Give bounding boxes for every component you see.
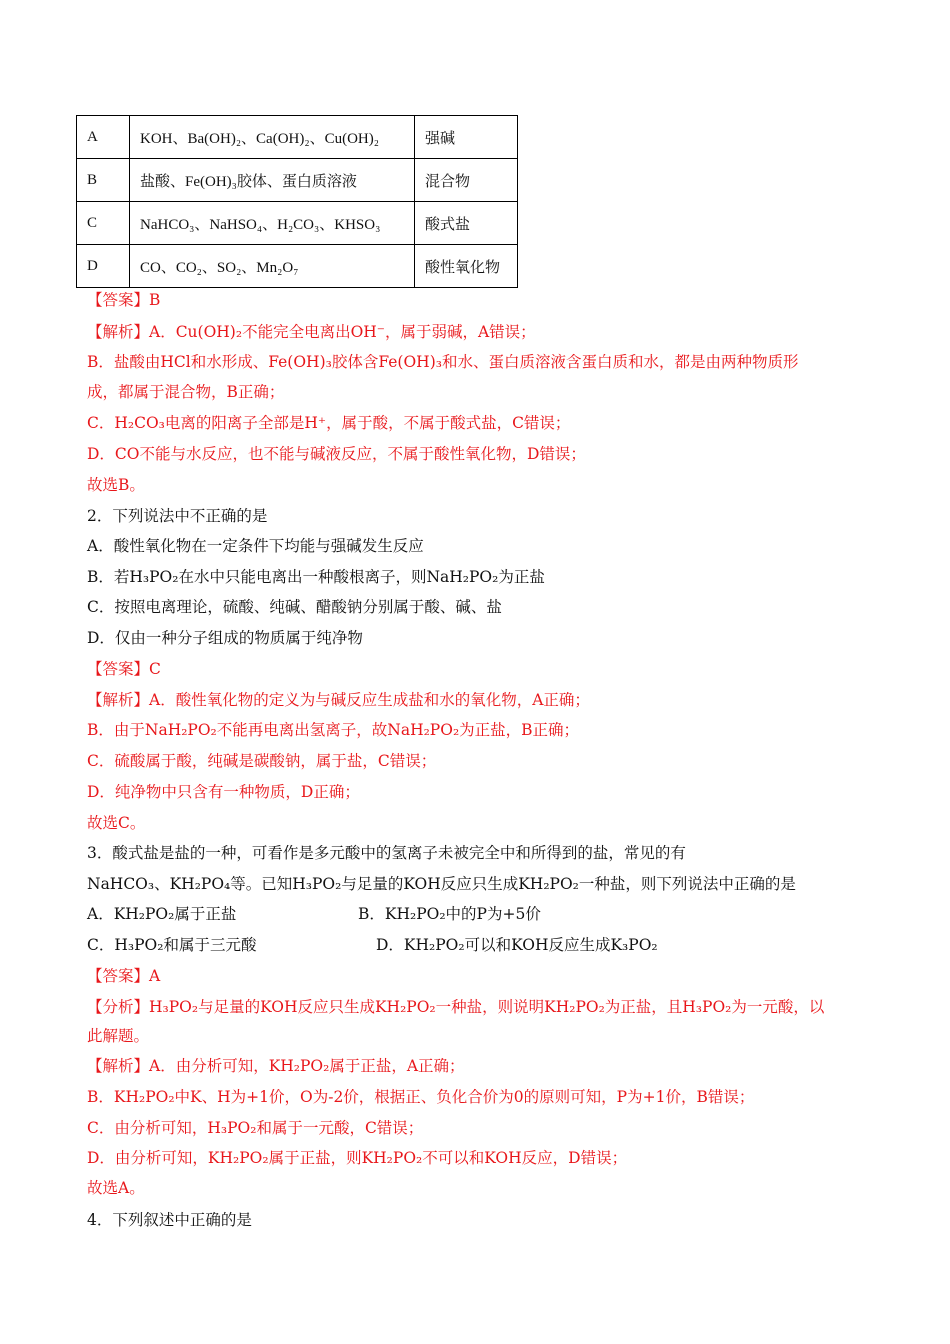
table-row	[77, 245, 518, 288]
row-letter: D	[77, 245, 130, 288]
q3-option: B．KH₂PO₂中的P为+5价	[358, 905, 541, 923]
q3-fenxi-line: 此解题。	[87, 1027, 150, 1045]
table-row	[77, 202, 518, 245]
q3-conclusion: 故选A。	[87, 1179, 145, 1197]
q4-stem: 4．下列叙述中正确的是	[87, 1211, 252, 1229]
row-category: 酸性氧化物	[415, 245, 518, 288]
q2-option: A．酸性氧化物在一定条件下均能与强碱发生反应	[87, 537, 424, 555]
table-row	[77, 159, 518, 202]
q3-analysis-line: 【解析】A．由分析可知，KH₂PO₂属于正盐，A正确；	[87, 1057, 465, 1075]
q2-conclusion: 故选C。	[87, 814, 146, 832]
q3-stem-line: NaHCO₃、KH₂PO₄等。已知H₃PO₂与足量的KOH反应只生成KH₂PO₂一种盐，则下列说法中正确的是	[87, 875, 796, 893]
row-letter: B	[77, 159, 130, 202]
q2-option: C．按照电离理论，硫酸、纯碱、醋酸钠分别属于酸、碱、盐	[87, 598, 502, 616]
q1-analysis-line: C．H₂CO₃电离的阳离子全部是H⁺，属于酸，不属于酸式盐，C错误；	[87, 414, 571, 432]
q2-answer: 【答案】C	[87, 660, 161, 678]
q3-fenxi-line: 【分析】H₃PO₂与足量的KOH反应只生成KH₂PO₂一种盐，则说明KH₂PO₂为正盐，且H₃PO₂为一元酸，以	[87, 998, 825, 1016]
q1-conclusion: 故选B。	[87, 476, 145, 494]
row-category: 混合物	[415, 159, 518, 202]
q2-analysis-line: C．硫酸属于酸，纯碱是碳酸钠，属于盐，C错误；	[87, 752, 437, 770]
row-items: 盐酸、Fe(OH)₃胶体、蛋白质溶液	[130, 159, 415, 202]
row-letter: C	[77, 202, 130, 245]
q3-analysis-line: B．KH₂PO₂中K、H为+1价，O为-2价，根据正、负化合价为0的原则可知，P为+1价，B错误；	[87, 1088, 755, 1106]
q3-option: A．KH₂PO₂属于正盐	[87, 905, 237, 923]
q3-analysis-line: D．由分析可知，KH₂PO₂属于正盐，则KH₂PO₂不可以和KOH反应，D错误；	[87, 1149, 628, 1167]
row-items: NaHCO₃、NaHSO₄、H₂CO₃、KHSO₃	[130, 202, 415, 245]
table-row	[77, 116, 518, 159]
q2-option: B．若H₃PO₂在水中只能电离出一种酸根离子，则NaH₂PO₂为正盐	[87, 568, 545, 586]
q1-analysis-line: D．CO不能与水反应，也不能与碱液反应，不属于酸性氧化物，D错误；	[87, 445, 586, 463]
q3-analysis-line: C．由分析可知，H₃PO₂和属于一元酸，C错误；	[87, 1119, 424, 1137]
row-category: 强碱	[415, 116, 518, 159]
q1-answer: 【答案】B	[87, 291, 161, 309]
row-letter: A	[77, 116, 130, 159]
row-category: 酸式盐	[415, 202, 518, 245]
q3-stem-line: 3．酸式盐是盐的一种，可看作是多元酸中的氢离子未被完全中和所得到的盐，常见的有	[87, 844, 686, 862]
q1-analysis-line: B．盐酸由HCl和水形成、Fe(OH)₃胶体含Fe(OH)₃和水、蛋白质溶液含蛋白质和水，都是由两种物质形	[87, 353, 799, 371]
q3-option: D．KH₂PO₂可以和KOH反应生成K₃PO₂	[376, 936, 658, 954]
q1-analysis-line: 成，都属于混合物，B正确；	[87, 383, 285, 401]
q2-analysis-line: B．由于NaH₂PO₂不能再电离出氢离子，故NaH₂PO₂为正盐，B正确；	[87, 721, 580, 739]
q2-analysis-line: 【解析】A．酸性氧化物的定义为与碱反应生成盐和水的氧化物，A正确；	[87, 691, 590, 709]
q2-option: D．仅由一种分子组成的物质属于纯净物	[87, 629, 363, 647]
q1-analysis-line: 【解析】A．Cu(OH)₂不能完全电离出OH⁻，属于弱碱，A错误；	[87, 323, 536, 341]
q3-answer: 【答案】A	[87, 967, 161, 985]
q2-analysis-line: D．纯净物中只含有一种物质，D正确；	[87, 783, 360, 801]
row-items: CO、CO₂、SO₂、Mn₂O₇	[130, 245, 415, 288]
q2-stem: 2．下列说法中不正确的是	[87, 507, 268, 525]
q3-option: C．H₃PO₂和属于三元酸	[87, 936, 257, 954]
row-items: KOH、Ba(OH)₂、Ca(OH)₂、Cu(OH)₂	[130, 116, 415, 159]
classification-table	[76, 115, 518, 288]
